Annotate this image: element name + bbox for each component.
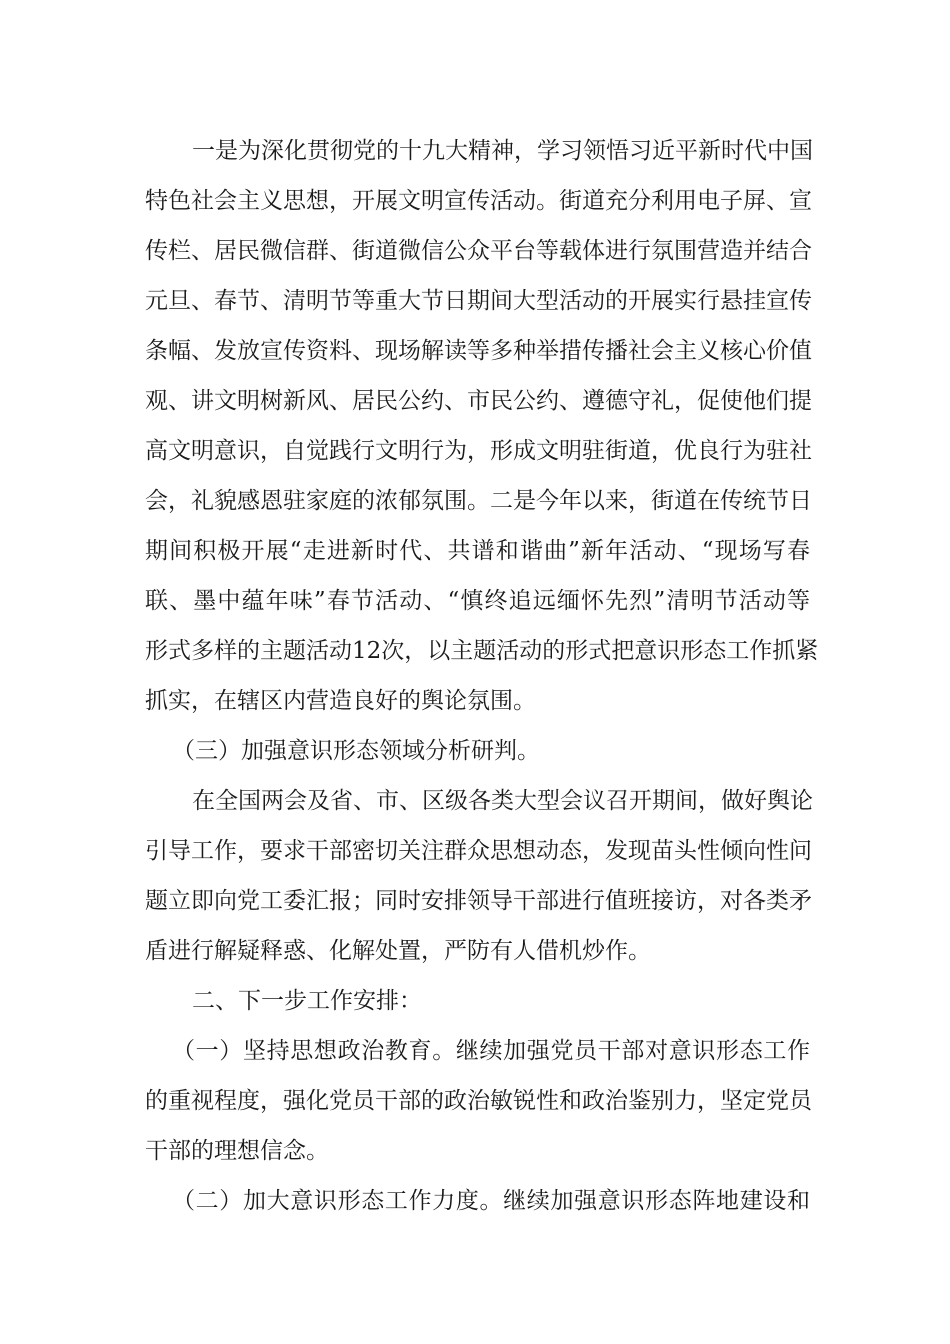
body-text-line: 条幅、发放宣传资料、现场解读等多种举措传播社会主义核心价值 <box>145 338 812 364</box>
body-text-line: 特色社会主义思想，开展文明宣传活动。街道充分利用电子屏、宣 <box>145 188 812 214</box>
body-text-line: 观、讲文明树新风、居民公约、市民公约、遵德守礼，促使他们提 <box>145 388 812 414</box>
body-text-line: 一是为深化贯彻党的十九大精神，学习领悟习近平新时代中国 <box>192 138 813 164</box>
body-text-line: 联、墨中蕴年味”春节活动、“慎终追远缅怀先烈”清明节活动等 <box>145 588 810 614</box>
body-text-line: 在全国两会及省、市、区级各类大型会议召开期间，做好舆论 <box>192 788 813 814</box>
body-text-line: 元旦、春节、清明节等重大节日期间大型活动的开展实行悬挂宣传 <box>145 288 812 314</box>
body-text-line: 盾进行解疑释惑、化解处置，严防有人借机炒作。 <box>145 938 651 964</box>
body-text-line: （一）坚持思想政治教育。继续加强党员干部对意识形态工作 <box>172 1038 810 1064</box>
body-text-line: 抓实，在辖区内营造良好的舆论氛围。 <box>145 688 536 714</box>
body-text-line: 会，礼貌感恩驻家庭的浓郁氛围。二是今年以来，街道在传统节日 <box>145 488 812 514</box>
body-text-line: 形式多样的主题活动12次，以主题活动的形式把意识形态工作抓紧 <box>145 638 819 664</box>
body-text-line: （二）加大意识形态工作力度。继续加强意识形态阵地建设和 <box>172 1188 810 1214</box>
body-text-line: 的重视程度，强化党员干部的政治敏锐性和政治鉴别力，坚定党员 <box>145 1088 812 1114</box>
body-text-line: 传栏、居民微信群、街道微信公众平台等载体进行氛围营造并结合 <box>145 238 812 264</box>
section-heading: （三）加强意识形态领域分析研判。 <box>172 738 540 764</box>
body-text-line: 高文明意识，自觉践行文明行为，形成文明驻街道，优良行为驻社 <box>145 438 812 464</box>
body-text-line: 引导工作，要求干部密切关注群众思想动态，发现苗头性倾向性问 <box>145 838 812 864</box>
body-text-line: 期间积极开展“走进新时代、共谱和谐曲”新年活动、“现场写春 <box>145 538 810 564</box>
section-heading: 二、下一步工作安排： <box>192 988 422 1014</box>
body-text-line: 干部的理想信念。 <box>145 1138 329 1164</box>
body-text-line: 题立即向党工委汇报；同时安排领导干部进行值班接访，对各类矛 <box>145 888 812 914</box>
